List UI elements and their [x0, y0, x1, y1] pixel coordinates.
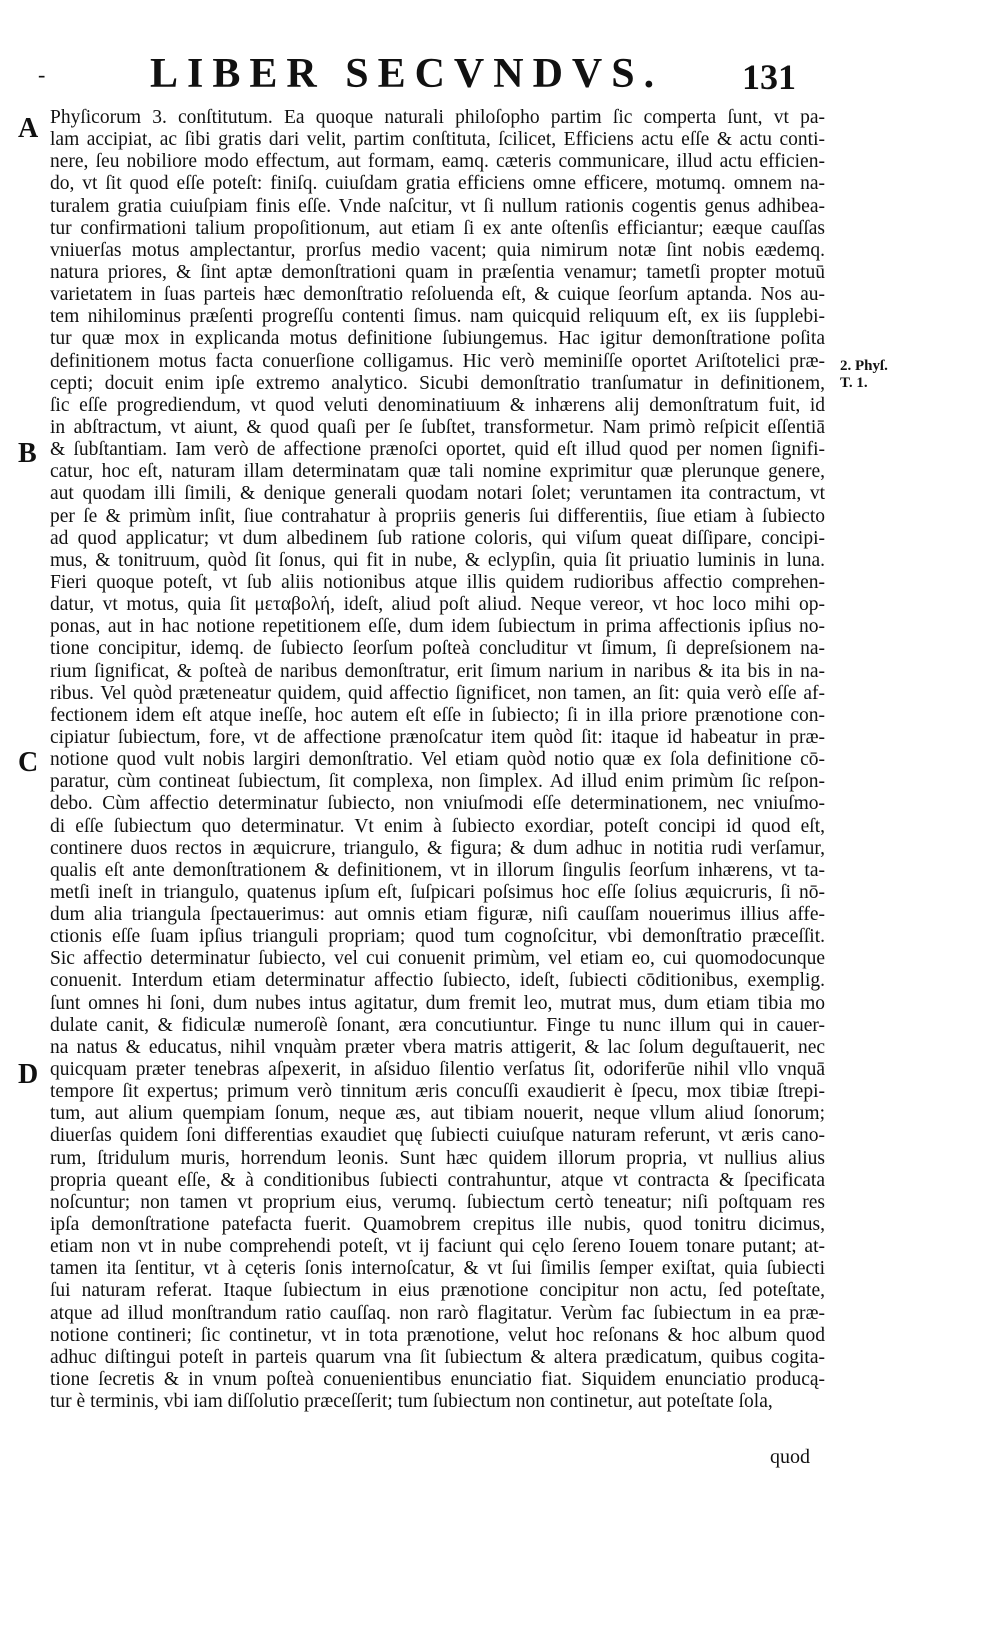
text-line: tione ſecretis & in vnum poſteà conuenientibus enunciatio fiat. Siquidem enunciatio producą- [50, 1369, 825, 1391]
margin-note: 2. Phyſ. T. 1. [840, 358, 888, 391]
body-text [50, 107, 825, 1413]
text-line: vniuerſas motus amplectantur, prorſus medio vacent; quia nimirum notæ ſint nobis eædemq. [50, 239, 825, 261]
text-line: ctionis eſſe ſuam ipſius trianguli propriam; quod tum cognoſcitur, vbi demonſtratio præceſſit. [50, 926, 825, 948]
text-line: tur quæ mox in explicanda motus definitione ſubiungemus. Hac igitur demonſtratione poſita [50, 328, 825, 350]
text-line: & ſubſtantiam. Iam verò de affectione prænoſci oportet, quid eſt illud quod per nomen ſignifi- [50, 439, 825, 461]
text-line: in abſtractum, vt aiunt, & quod quaſi per ſe ſubſtet, transformetur. Nam primò reſpicit eſſentiā [50, 416, 825, 438]
text-line: Fieri quoque poteſt, vt ſub aliis notionibus atque illis quidem rudioribus affectio comprehen- [50, 571, 825, 593]
text-line: qualis eſt ante demonſtrationem & definitionem, vt in illorum ſingulis ſeorſum inhærens, vt ta- [50, 859, 825, 881]
text-line: ſui naturam referat. Itaque ſubiectum in eius prænotione concipitur non actu, ſed poteſtate, [50, 1280, 825, 1302]
text-line: adhuc diſtingui poteſt in parteis quarum vna ſit ſubiectum & altera prædicatum, quibus cogita- [50, 1346, 825, 1368]
margin-marker-c: C [18, 747, 39, 778]
margin-marker-b: B [18, 438, 37, 469]
text-line: dum alia triangula ſpectauerimus: aut omnis etiam figuræ, niſi cauſſam nouerimus illius affe- [50, 904, 825, 926]
text-line: ſunt omnes hi ſoni, dum nubes intus agitatur, dum fremit leo, mutrat mus, dum etiam tibia mo [50, 992, 825, 1014]
text-line: tum, aut alium quempiam ſonum, neque æs, aut tibiam nouerit, neque vllum aliud ſonorum; [50, 1103, 825, 1125]
text-line: per ſe & primùm inſit, ſiue contrahatur à propriis generis ſui differentiis, ſiue etiam à ſubiecto [50, 505, 825, 527]
text-line: ipſa demonſtratione patefacta fuerit. Quamobrem crepitus ille nubis, quod tonitru dicimus, [50, 1214, 825, 1236]
page-number: 131 [742, 57, 796, 97]
text-line: notione quod vult nobis largiri demonſtratio. Vel etiam quòd notio quæ ex ſola definitione cō- [50, 749, 825, 771]
text-line: tione concipitur, idemq. de ſubiecto ſeorſum poſteà concluditur vt ſimum, ſi depreſsionem na- [50, 638, 825, 660]
text-line: catur, hoc eſt, naturam illam determinatam quæ tali nomine exprimitur quæ plerunque genere, [50, 461, 825, 483]
text-line: cipiatur ſubiectum, fore, vt de affectione prænoſcatur item quòd ſit: itaque id habeatur in præ- [50, 726, 825, 748]
header-dash: - [38, 62, 46, 87]
text-line: na natus & educatus, nihil vnquàm præter vbera matris attigerit, & lac ſolum deguſtauerit, nec [50, 1036, 825, 1058]
text-line: varietatem in ſuas parteis hæc demonſtratio reſoluenda eſt, & cuique ſeorſum aptanda. Nos au- [50, 284, 825, 306]
text-line: ad quod applicatur; vt dum albedinem ſub ratione coloris, qui viſum queat diſſipare, concipi- [50, 527, 825, 549]
text-line: ribus. Vel quòd præteneatur quidem, quid affectio ſignificet, non tamen, an ſit: quia verò eſſe af- [50, 682, 825, 704]
text-line: turalem gratia cuiuſpiam finis eſſe. Vnde naſcitur, vt ſi nullum rationis cogentis genus adhibea- [50, 195, 825, 217]
text-line: cepti; docuit enim ipſe extremo analytico. Sicubi demonſtratio tranſumatur in definitionem, [50, 372, 825, 394]
text-line: noſcuntur; non tamen vt proprium eius, verumq. ſubiectum certò teneatur; niſi poſtquam res [50, 1191, 825, 1213]
text-line: propria queant eſſe, & à conditionibus ſubiecti contrahuntur, atque vt contracta & ſpecificata [50, 1169, 825, 1191]
text-line: diuerſas quidem ſoni differentias exaudiet quę ſubiecti cuiuſque naturam referunt, vt æris cano- [50, 1125, 825, 1147]
text-line: metſi ineſt in triangulo, quatenus ipſum eſt, ſuſpicari poſsimus hoc eſſe ſolius æquicruris, ſi nō- [50, 881, 825, 903]
text-line: tempore ſit expertus; primum verò tinnitum æris concuſſi exaudierit è ſpecu, mox tibiæ ſtrepi- [50, 1081, 825, 1103]
text-line: ponas, aut in hac notione repetitionem eſſe, dum idem ſubiectum in prima affectionis ipſius no- [50, 616, 825, 638]
text-line: aut quodam illi ſimili, & denique generali quodam notari ſolet; veruntamen ita contractum, vt [50, 483, 825, 505]
text-line: debo. Cùm affectio determinatur ſubiecto, non vniuſmodi eſſe determinationem, nec vniuſmo- [50, 793, 825, 815]
text-line: nere, ſeu nobiliore modo effectum, aut formam, eamq. cæteris communicare, illud actu efficien- [50, 151, 825, 173]
text-line: conuenit. Interdum etiam determinatur affectio ſubiecto, ideſt, ſubiecti cōditionibus, exemplig. [50, 970, 825, 992]
text-line: etiam non vt in nube comprehendi poteſt, vt ij faciunt qui cęlo ſereno Iouem tonare putant; at- [50, 1236, 825, 1258]
text-line: ſic eſſe progrediendum, vt quod veluti denominatiuum & inhærens alij demonſtratum fuit, id [50, 394, 825, 416]
margin-marker-d: D [18, 1059, 39, 1090]
text-line: dulate canit, & fidiculæ numeroſè ſonant, æra concutiuntur. Finge tu nunc illum qui in cauer- [50, 1014, 825, 1036]
text-line: mus, & tonitruum, quòd ſit ſonus, qui fit in nube, & eclypſin, quia ſit priuatio luminis in luna. [50, 549, 825, 571]
text-line: tem nihilominus præſenti progreſſu contenti ſimus. nam quicquid reliquum eſt, ex iis ſupplebi- [50, 306, 825, 328]
text-line: tur è terminis, vbi iam diſſolutio præceſſerit; tum ſubiectum non continetur, aut poteſtate ſola, [50, 1391, 773, 1413]
text-line: di eſſe ſubiectum quo determinatur. Vt enim à ſubiecto exordiar, poteſt concipi id quod eſt, [50, 815, 825, 837]
running-title: LIBER SECVNDVS. [150, 51, 664, 97]
text-line: natura priores, & ſint aptæ demonſtrationi quam in præſentia venamur; tametſi propter motuū [50, 261, 825, 283]
text-line: paratur, cùm contineat ſubiectum, ſit complexa, non ſimplex. Ad illud enim primùm ſic reſpon- [50, 771, 825, 793]
text-line: atque ad illud monſtrandum ratio cauſſaq. non rarò flagitatur. Verùm fac ſubiectum in ea præ- [50, 1302, 825, 1324]
text-line: quicquam præter tenebras aſpexerit, in aſsiduo ſilentio verſatus ſit, odoriferūe nihil vllo vnquā [50, 1059, 825, 1081]
text-line: notione contineri; ſic continetur, vt in tota prænotione, velut hoc reſonans & hoc album quod [50, 1324, 825, 1346]
text-line: lam accipiat, ac ſibi gratis dari velit, partim conſtituta, ſcilicet, Efficiens actu eſſe & actu conti- [50, 129, 825, 151]
text-line: tur confirmationi talium propoſitionum, aut etiam ſi ex ante oſtenſis efficiantur; eæque cauſſas [50, 217, 825, 239]
text-line: tamen ita ſentitur, vt à cęteris ſonis internoſcatur, & vt ſui ſimilis ſemper exiſtat, quia ſubiecti [50, 1258, 825, 1280]
text-line: rum, ſtridulum muris, horrendum leonis. Sunt hæc quidem illorum propria, vt nullius alius [50, 1147, 825, 1169]
catchword: quod [770, 1446, 810, 1468]
text-line: rium ſignificat, & poſteà de naribus demonſtratur, erit ſimum narium in naribus & ita bis in na- [50, 660, 825, 682]
text-line: definitionem motus facta conuerſione colligamus. Hic verò meminiſſe oportet Ariſtotelici præ- [50, 350, 825, 372]
text-line: datur, vt motus, quia ſit μεταβολή, ideſt, aliud poſt aliud. Neque vereor, vt hoc loco mihi op- [50, 594, 825, 616]
text-line: Phyſicorum 3. conſtitutum. Ea quoque naturali philoſopho partim ſic comperta ſunt, vt pa- [50, 107, 825, 128]
text-line: continere duos rectos in æquicrure, triangulo, & figura; & dum adhuc in notitia rudi verſamur, [50, 837, 825, 859]
text-line: Sic affectio determinatur ſubiecto, vel cui conuenit primùm, vel etiam eo, cui quomodocunque [50, 948, 825, 970]
text-line: do, vt ſit quod eſſe poteſt: finiſq. cuiuſdam gratia efficiens omne efficere, motumq. omnem na- [50, 173, 825, 195]
margin-marker-a: A [18, 113, 39, 144]
text-line: fectionem idem eſt atque ineſſe, hoc autem eſt eſſe in ſubiecto; ſi in illa priore prænotione con- [50, 704, 825, 726]
